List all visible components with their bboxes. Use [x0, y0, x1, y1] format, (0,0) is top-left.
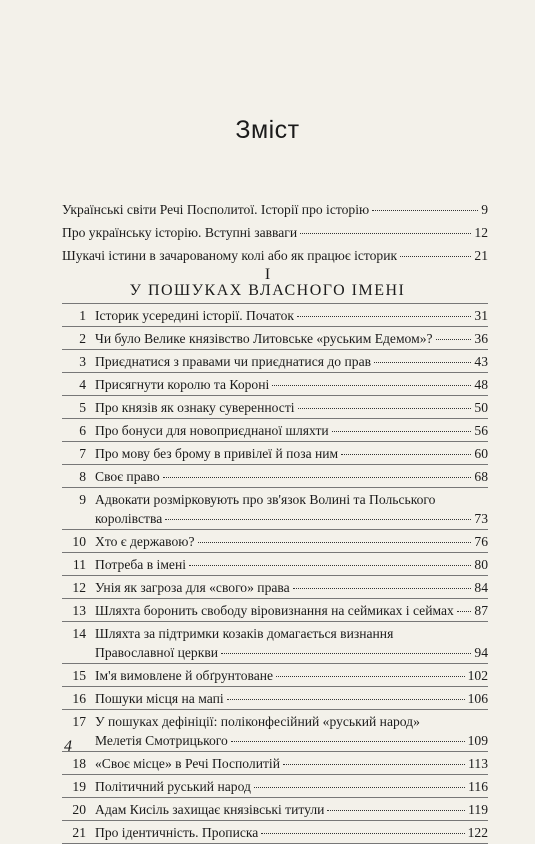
chapter-row [95, 777, 488, 796]
chapter-page: 60 [474, 446, 488, 461]
chapter-entry [62, 441, 488, 464]
dot-leader [261, 833, 464, 834]
chapter-title: Історик усередині історії. Початок [95, 308, 294, 323]
chapter-title: Потреба в імені [95, 557, 187, 572]
chapter-entry [62, 575, 488, 598]
chapter-number: 19 [72, 779, 86, 794]
chapter-title: Мелетія Смотрицького [95, 733, 228, 748]
dot-leader [298, 408, 472, 409]
chapter-title: Приєднатися з правами чи приєднатися до прав [95, 354, 372, 369]
chapter-page: 48 [474, 377, 488, 392]
chapter-number: 3 [79, 354, 86, 369]
dot-leader [276, 676, 465, 677]
page-title: Зміст [235, 116, 300, 144]
chapter-title: Хто є державою? [95, 534, 195, 549]
chapter-entry [62, 303, 488, 326]
chapter-number: 20 [72, 802, 86, 817]
entry-page: 21 [474, 248, 488, 263]
chapter-title: Православної церкви [95, 645, 219, 660]
chapter-title: Адам Кисіль захищає князівські титули [95, 802, 325, 817]
chapter-page: 68 [474, 469, 488, 484]
chapter-entry [62, 372, 488, 395]
dot-leader [327, 810, 465, 811]
chapter-title: Про ідентичність. Прописка [95, 825, 259, 840]
chapter-row [95, 444, 488, 463]
chapter-title: королівства [95, 511, 163, 526]
chapter-page: 56 [474, 423, 488, 438]
chapter-entry [62, 598, 488, 621]
chapter-row [95, 398, 488, 417]
part-number: I [264, 266, 271, 283]
chapter-page: 87 [474, 603, 488, 618]
chapter-row [95, 467, 488, 486]
chapter-title-line: У пошуках дефініції: поліконфесійний «руський народ» [95, 714, 420, 729]
chapter-number: 7 [79, 446, 86, 461]
chapter-title: Політичний руський народ [95, 779, 251, 794]
dot-leader [165, 519, 471, 520]
chapter-page: 109 [467, 733, 488, 748]
dot-leader [293, 588, 472, 589]
dot-leader [372, 210, 478, 211]
chapter-title: Про князів як ознаку суверенності [95, 400, 295, 415]
dot-leader [297, 316, 471, 317]
chapter-row [95, 306, 488, 325]
dot-leader [283, 764, 465, 765]
entry-title: Про українську історію. Вступні завваги [62, 225, 298, 240]
chapter-entry [62, 751, 488, 774]
chapter-row [95, 509, 488, 528]
chapter-number: 2 [79, 331, 86, 346]
chapter-title-line: Шляхта за підтримки козаків домагається визнання [95, 626, 394, 641]
chapter-page: 106 [467, 691, 488, 706]
chapter-number: 14 [72, 626, 86, 641]
chapter-entry [62, 529, 488, 552]
chapter-page: 113 [468, 756, 488, 771]
chapter-row [95, 754, 488, 773]
chapter-number: 1 [79, 308, 86, 323]
chapter-row [95, 578, 488, 597]
chapter-title: Своє право [95, 469, 160, 484]
dot-leader [221, 653, 471, 654]
toc-entry [62, 223, 488, 246]
chapter-entry [62, 552, 488, 575]
chapter-page: 31 [474, 308, 488, 323]
chapter-title: Пошуки місця на мапі [95, 691, 224, 706]
chapter-entry [62, 326, 488, 349]
chapter-page: 73 [474, 511, 488, 526]
chapter-row [95, 352, 488, 371]
chapter-number: 6 [79, 423, 86, 438]
chapter-number: 9 [79, 492, 86, 507]
chapter-row [95, 532, 488, 551]
chapter-row [95, 329, 488, 348]
chapter-number: 17 [72, 714, 86, 729]
chapter-entry [62, 395, 488, 418]
chapter-entry [62, 487, 488, 529]
chapter-title: «Своє місце» в Речі Посполитій [95, 756, 280, 771]
chapter-number: 13 [72, 603, 86, 618]
chapter-entry [62, 464, 488, 487]
dot-leader [227, 699, 465, 700]
dot-leader [374, 362, 471, 363]
chapter-number: 8 [79, 469, 86, 484]
dot-leader [341, 454, 471, 455]
entry-title: Українські світи Речі Посполитої. Історії про історію [62, 202, 370, 217]
chapter-entry [62, 797, 488, 820]
chapter-number: 10 [72, 534, 86, 549]
chapter-page: 116 [468, 779, 488, 794]
chapter-page: 76 [474, 534, 488, 549]
chapter-number: 11 [72, 557, 86, 572]
chapter-entry [62, 663, 488, 686]
part-title: У ПОШУКАХ ВЛАСНОГО ІМЕНІ [129, 282, 406, 299]
chapter-page: 36 [474, 331, 488, 346]
chapter-title: Ім'я вимовлене й обґрунтоване [95, 668, 274, 683]
dot-leader [332, 431, 472, 432]
chapter-page: 50 [474, 400, 488, 415]
chapter-page: 122 [467, 825, 488, 840]
intro-entries [62, 200, 488, 269]
chapter-title: Шляхта боронить свободу віровизнання на сеймиках і сеймах [95, 603, 454, 618]
chapter-page: 84 [474, 580, 488, 595]
toc-entry [62, 200, 488, 223]
chapter-title: Чи було Велике князівство Литовське «руським Едемом»? [95, 331, 433, 346]
chapter-title: Про мову без брому в привілеї й поза ним [95, 446, 339, 461]
dot-leader [300, 233, 471, 234]
chapter-page: 119 [468, 802, 488, 817]
chapter-page: 94 [474, 645, 488, 660]
dot-leader [400, 256, 471, 257]
chapter-list [62, 303, 488, 844]
chapter-entry [62, 774, 488, 797]
chapter-entry [62, 349, 488, 372]
dot-leader [198, 542, 472, 543]
entry-title: Шукачі істини в зачарованому колі або як працює історик [62, 248, 398, 263]
dot-leader [231, 741, 465, 742]
chapter-number: 12 [72, 580, 86, 595]
chapter-row [95, 689, 488, 708]
chapter-title-line: Адвокати розмірковують про зв'язок Волині та Польського [95, 492, 436, 507]
chapter-row [95, 555, 488, 574]
chapter-entry [62, 686, 488, 709]
dot-leader [254, 787, 465, 788]
chapter-title: Присягнути королю та Короні [95, 377, 270, 392]
chapter-row [95, 731, 488, 750]
chapter-page: 102 [467, 668, 488, 683]
chapter-number: 5 [79, 400, 86, 415]
dot-leader [189, 565, 471, 566]
chapter-number: 21 [72, 825, 86, 840]
chapter-number: 4 [79, 377, 86, 392]
dot-leader [163, 477, 472, 478]
chapter-number: 18 [72, 756, 86, 771]
dot-leader [272, 385, 471, 386]
chapter-number: 15 [72, 668, 86, 683]
chapter-page: 80 [474, 557, 488, 572]
chapter-title: Про бонуси для новоприєднаної шляхти [95, 423, 329, 438]
chapter-row [95, 601, 488, 620]
chapter-row [95, 375, 488, 394]
chapter-row [95, 823, 488, 842]
chapter-entry [62, 709, 488, 751]
chapter-entry [62, 820, 488, 844]
chapter-row [95, 421, 488, 440]
chapter-number: 16 [72, 691, 86, 706]
chapter-entry [62, 621, 488, 663]
chapter-title: Унія як загроза для «свого» права [95, 580, 290, 595]
dot-leader [436, 339, 472, 340]
entry-page: 9 [481, 202, 488, 217]
chapter-row [95, 666, 488, 685]
chapter-row [95, 800, 488, 819]
chapter-page: 43 [474, 354, 488, 369]
dot-leader [457, 611, 472, 612]
entry-page: 12 [474, 225, 488, 240]
page-number: 4 [64, 738, 72, 755]
chapter-row [95, 643, 488, 662]
chapter-entry [62, 418, 488, 441]
